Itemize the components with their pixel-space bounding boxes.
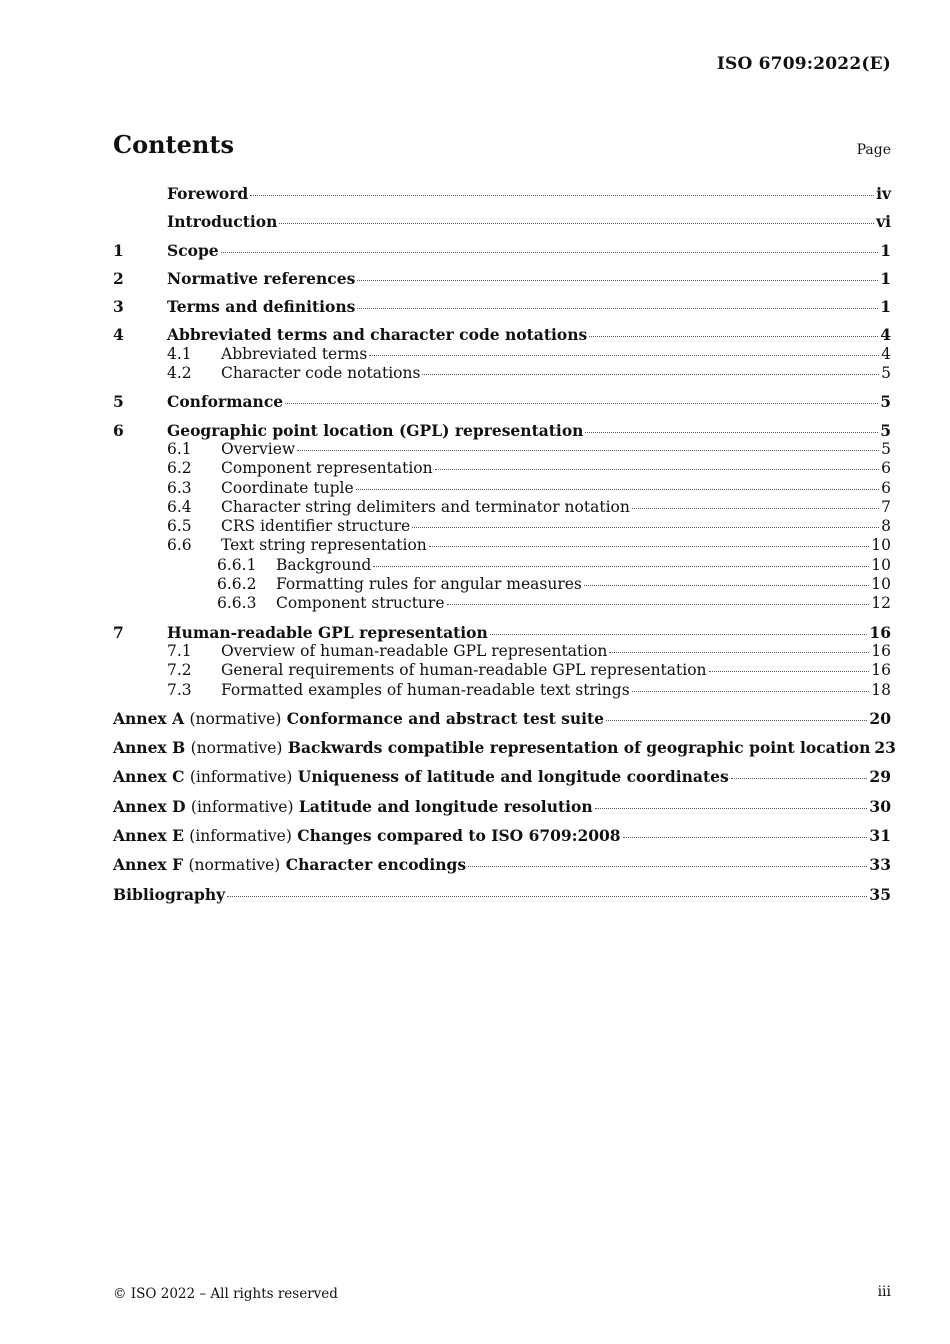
annex-page: 30 [869,796,891,816]
toc-bibliography-entry[interactable] [113,885,891,904]
dot-leader [632,691,870,692]
dot-leader [623,837,868,838]
toc-entry-page: 1 [880,268,891,288]
toc-entry[interactable] [113,297,891,316]
annex-heading [113,738,870,758]
toc-annex-entry[interactable] [113,767,891,787]
toc-entry[interactable] [113,623,891,642]
toc-entry-title: Geographic point location (GPL) representation [167,420,584,440]
toc-entry-page: 18 [871,680,891,699]
toc-entry-title: Conformance [167,392,284,412]
toc-entry[interactable] [113,536,891,555]
dot-leader [422,374,879,375]
dot-leader [632,508,879,509]
toc-entry-page: 12 [871,594,891,613]
toc-entry-page: 4 [881,344,891,363]
toc-entry-page: 16 [871,641,891,660]
toc-entry[interactable] [113,594,891,613]
toc-entry-number: 6.1 [167,439,192,458]
toc-entry[interactable] [113,184,891,203]
toc-entry[interactable] [113,212,891,231]
toc-entry-title: Overview [221,439,296,458]
dot-leader [435,469,880,470]
toc-entry[interactable] [113,345,891,364]
toc-entry-page: 5 [880,392,891,412]
bibliography-page: 35 [869,884,891,904]
dot-leader [279,223,874,224]
dot-leader [490,634,868,635]
toc-entry-page: 8 [881,517,891,536]
toc-entry-number: 6.6.1 [217,555,257,574]
annex-heading [113,826,621,846]
table-of-contents [113,184,896,904]
page-number: iii [877,1284,891,1300]
dot-leader [357,280,878,281]
toc-entry-number: 6.2 [167,459,192,478]
toc-entry-title: Background [276,555,372,574]
toc-entry-number: 4 [113,325,124,345]
toc-entry-title: Normative references [167,268,356,288]
dot-leader [468,866,867,867]
annex-type: (informative) [190,797,294,816]
toc-entry-number: 4.1 [167,344,192,363]
dot-leader [447,604,870,605]
annex-heading [113,797,593,817]
toc-annex-entry[interactable] [113,738,896,758]
annex-page: 33 [869,855,891,875]
toc-entry-title: Formatting rules for angular measures [276,575,582,594]
annex-label: Annex B [113,738,186,758]
annex-heading [113,709,604,729]
toc-entry[interactable] [113,269,891,288]
annex-page: 23 [874,738,896,758]
toc-entry-title: CRS identifier structure [221,517,411,536]
toc-entry-title: Terms and definitions [167,297,356,317]
annex-label: Annex F [113,855,184,875]
annex-label: Annex D [113,796,186,816]
toc-entry[interactable] [113,241,891,260]
annex-type: (normative) [188,856,281,875]
toc-entry-page: 5 [880,420,891,440]
annex-page: 31 [869,826,891,846]
dot-leader [595,808,868,809]
toc-entry[interactable] [113,392,891,411]
annex-title: Latitude and longitude resolution [298,796,593,816]
dot-leader [709,671,870,672]
dot-leader [297,450,879,451]
annex-title: Character encodings [285,855,467,875]
toc-entry[interactable] [113,479,891,498]
toc-annex-entry[interactable] [113,709,891,729]
toc-entry-number: 4.2 [167,364,192,383]
toc-entry-page: 6 [881,459,891,478]
dot-leader [369,355,879,356]
toc-entry-title: Character code notations [221,364,421,383]
toc-entry[interactable] [113,498,891,517]
toc-entry-title: Abbreviated terms and character code notations [167,325,588,345]
annex-title: Uniqueness of latitude and longitude coordinates [297,767,729,787]
toc-entry-number: 6.6.3 [217,594,257,613]
annex-title: Changes compared to ISO 6709:2008 [297,826,621,846]
toc-entry[interactable] [113,325,891,344]
toc-annex-entry[interactable] [113,826,891,846]
dot-leader [589,336,878,337]
bibliography-title: Bibliography [113,884,226,904]
page-title: Contents [113,130,234,159]
toc-entry-number: 7.2 [167,661,192,680]
toc-entry-page: 1 [880,297,891,317]
annex-heading [113,855,466,875]
toc-entry-title: Human-readable GPL representation [167,622,488,642]
toc-entry[interactable] [113,642,891,661]
dot-leader [585,432,878,433]
annex-label: Annex C [113,767,185,787]
toc-entry-page: 4 [880,325,891,345]
toc-entry-title: Overview of human-readable GPL representation [221,641,608,660]
annex-title: Conformance and abstract test suite [286,708,605,728]
annex-page: 20 [869,708,891,728]
toc-entry-number: 6.3 [167,478,192,497]
dot-leader [357,308,878,309]
toc-entry-page: 5 [881,439,891,458]
toc-entry-number: 6.6.2 [217,575,257,594]
dot-leader [731,778,868,779]
toc-annex-entry[interactable] [113,797,891,817]
toc-entry-page: 16 [871,661,891,680]
toc-entry-number: 5 [113,392,124,412]
toc-entry-page: vi [876,212,891,232]
toc-entry-title: Coordinate tuple [221,478,354,497]
toc-entry-number: 2 [113,268,124,288]
dot-leader [373,566,869,567]
toc-entry-page: 1 [880,240,891,260]
toc-entry-page: 6 [881,478,891,497]
dot-leader [609,652,869,653]
toc-annex-entry[interactable] [113,855,891,875]
annex-type: (normative) [190,739,283,758]
dot-leader [412,527,879,528]
annex-label: Annex E [113,826,184,846]
toc-entry-title: Formatted examples of human-readable text strings [221,680,630,699]
dot-leader [285,403,878,404]
toc-entry[interactable] [113,440,891,459]
annex-title: Backwards compatible representation of geographic point location [287,738,871,758]
toc-entry-number: 6.4 [167,497,192,516]
toc-entry-title: Component structure [276,594,445,613]
toc-entry-title: Character string delimiters and terminator notation [221,497,630,516]
toc-entry[interactable] [113,517,891,536]
dot-leader [227,896,867,897]
toc-entry-number: 7.3 [167,680,192,699]
toc-entry-page: 16 [869,622,891,642]
annex-label: Annex A [113,708,185,728]
annex-type: (informative) [189,768,293,787]
toc-entry[interactable] [113,556,891,575]
dot-leader [250,195,874,196]
annex-page: 29 [869,767,891,787]
copyright-notice: © ISO 2022 – All rights reserved [113,1286,338,1302]
toc-entry[interactable] [113,661,891,680]
toc-entry-number: 6.6 [167,536,192,555]
toc-entry-page: 7 [881,497,891,516]
toc-entry-page: 10 [871,575,891,594]
toc-entry-title: Introduction [167,212,278,232]
annex-heading [113,767,729,787]
toc-entry-title: Scope [167,240,219,260]
page-column-label: Page [856,142,891,158]
toc-entry[interactable] [113,575,891,594]
toc-entry-title: Abbreviated terms [221,344,368,363]
toc-entry-title: General requirements of human-readable GPL representation [221,661,707,680]
dot-leader [221,252,879,253]
annex-type: (normative) [189,709,282,728]
toc-entry-number: 3 [113,297,124,317]
toc-entry-number: 6.5 [167,517,192,536]
dot-leader [584,585,869,586]
dot-leader [356,489,879,490]
document-identifier: ISO 6709:2022(E) [716,54,891,74]
toc-entry[interactable] [113,421,891,440]
annex-type: (informative) [189,827,292,846]
toc-entry-page: 10 [871,536,891,555]
toc-entry-title: Foreword [167,184,249,203]
toc-entry-page: 5 [881,364,891,383]
toc-entry-page: 10 [871,555,891,574]
toc-entry-title: Text string representation [221,536,427,555]
dot-leader [606,720,867,721]
dot-leader [429,546,870,547]
toc-entry-number: 7.1 [167,641,192,660]
toc-entry[interactable] [113,364,891,383]
toc-entry-title: Component representation [221,459,433,478]
toc-entry[interactable] [113,681,891,700]
toc-entry-page: iv [876,184,891,203]
toc-entry-number: 7 [113,622,124,642]
toc-entry-number: 1 [113,240,124,260]
toc-entry[interactable] [113,459,891,478]
toc-entry-number: 6 [113,420,124,440]
